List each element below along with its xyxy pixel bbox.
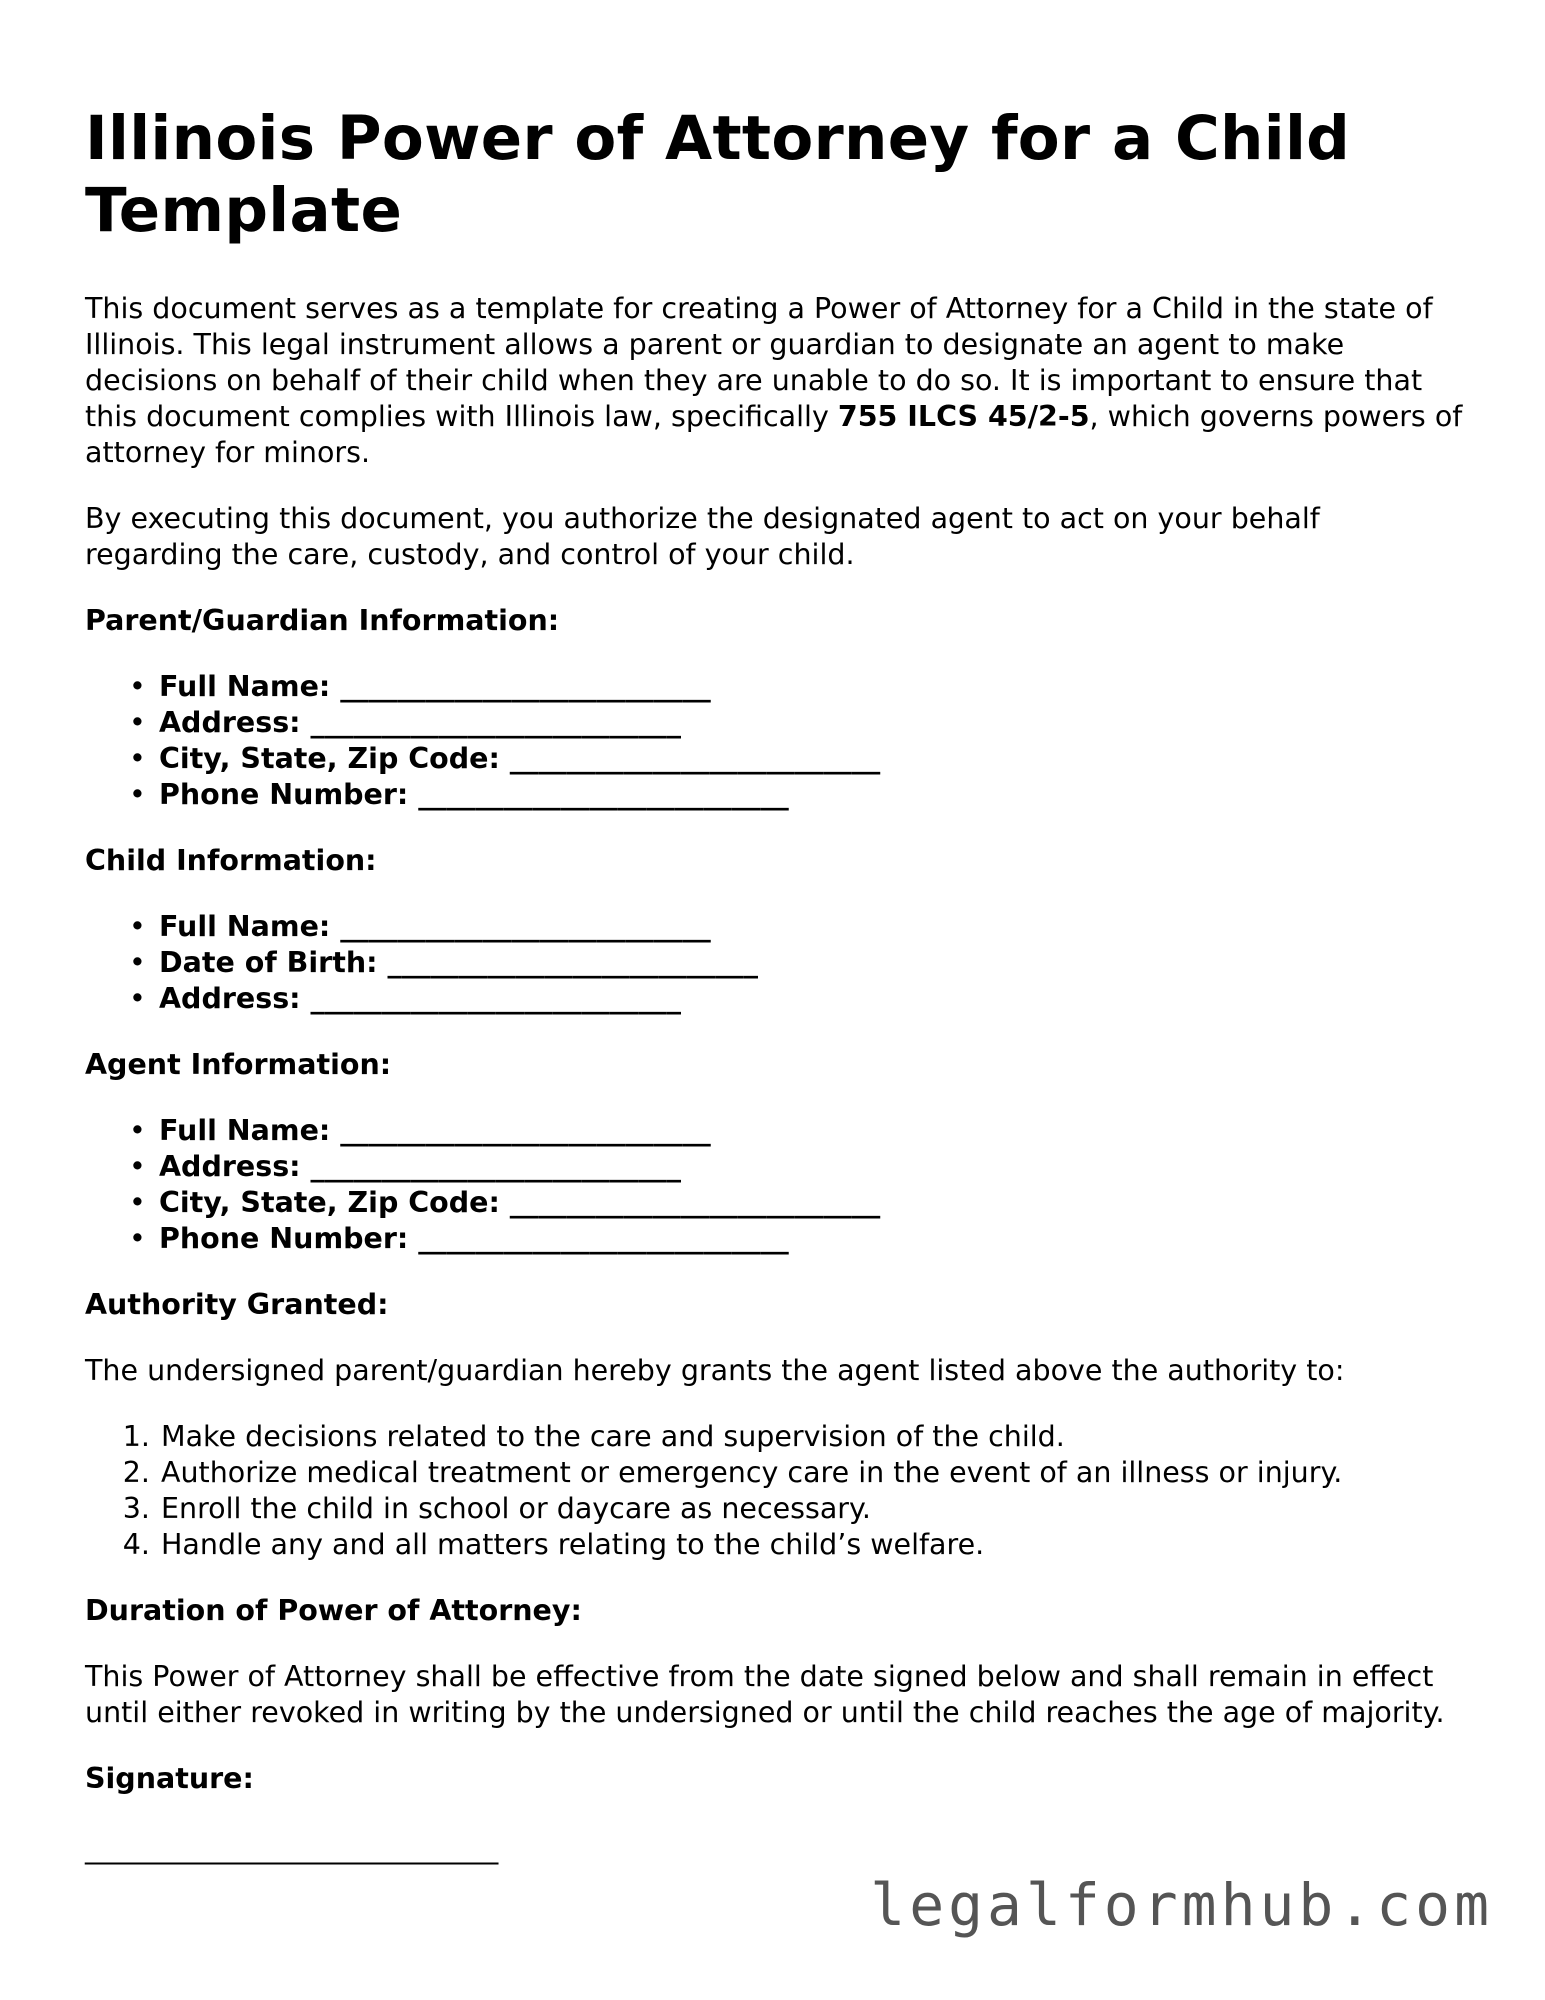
- authorization-paragraph: By executing this document, you authorize the designated agent to act on your behalf regarding the care, custody, and control of your child.: [85, 502, 1320, 571]
- authority-section-heading: Authority Granted:: [85, 1288, 389, 1321]
- authority-item: 4. Handle any and all matters relating to the child’s welfare.: [159, 1527, 1465, 1563]
- agent-full-name-field: • Full Name: __________________________: [159, 1113, 1465, 1149]
- agent-section-heading: Agent Information:: [85, 1048, 392, 1081]
- agent-city-state-zip-field: • City, State, Zip Code: __________________________: [159, 1185, 1465, 1221]
- parent-section-heading: Parent/Guardian Information:: [85, 604, 560, 637]
- child-fields-list: [85, 909, 1465, 1017]
- intro-paragraph: [85, 291, 1465, 471]
- intro-text-after: , which governs powers of attorney for minors.: [85, 400, 1463, 469]
- parent-full-name-field: • Full Name: __________________________: [159, 669, 1465, 705]
- child-full-name-field: • Full Name: __________________________: [159, 909, 1465, 945]
- parent-address-field: • Address: __________________________: [159, 705, 1465, 741]
- watermark-text: legalformhub.com: [870, 1871, 1493, 1939]
- page-title: Illinois Power of Attorney for a Child Template: [85, 103, 1351, 246]
- authority-intro: The undersigned parent/guardian hereby grants the agent listed above the authority to:: [85, 1354, 1345, 1387]
- parent-city-state-zip-field: • City, State, Zip Code: __________________________: [159, 741, 1465, 777]
- signature-heading: Signature:: [85, 1762, 254, 1795]
- child-section-heading: Child Information:: [85, 844, 377, 877]
- parent-fields-list: [85, 669, 1465, 813]
- agent-address-field: • Address: __________________________: [159, 1149, 1465, 1185]
- child-dob-field: • Date of Birth: __________________________: [159, 945, 1465, 981]
- authority-item: 2. Authorize medical treatment or emergency care in the event of an illness or injury.: [159, 1455, 1465, 1491]
- intro-text-before: This document serves as a template for creating a Power of Attorney for a Child in the state of Illinois. This legal instrument allows a parent or guardian to designate an agent to make decisions on behalf of their child when they are unable to do so. It is important to ensure that this document complies with Illinois law, specifically: [85, 292, 1433, 433]
- duration-section-heading: Duration of Power of Attorney:: [85, 1594, 582, 1627]
- agent-fields-list: [85, 1113, 1465, 1257]
- statute-reference: 755 ILCS 45/2-5: [837, 400, 1090, 433]
- authority-item: 1. Make decisions related to the care and supervision of the child.: [159, 1419, 1465, 1455]
- signature-line: _____________________________: [85, 1832, 499, 1865]
- child-address-field: • Address: __________________________: [159, 981, 1465, 1017]
- parent-phone-field: • Phone Number: __________________________: [159, 777, 1465, 813]
- agent-phone-field: • Phone Number: __________________________: [159, 1221, 1465, 1257]
- duration-text: This Power of Attorney shall be effective from the date signed below and shall remain in effect until either revoked in writing by the undersigned or until the child reaches the age of majority.: [85, 1660, 1445, 1729]
- document-page: [85, 103, 1465, 1867]
- authority-item: 3. Enroll the child in school or daycare as necessary.: [159, 1491, 1465, 1527]
- authority-list: [85, 1419, 1465, 1563]
